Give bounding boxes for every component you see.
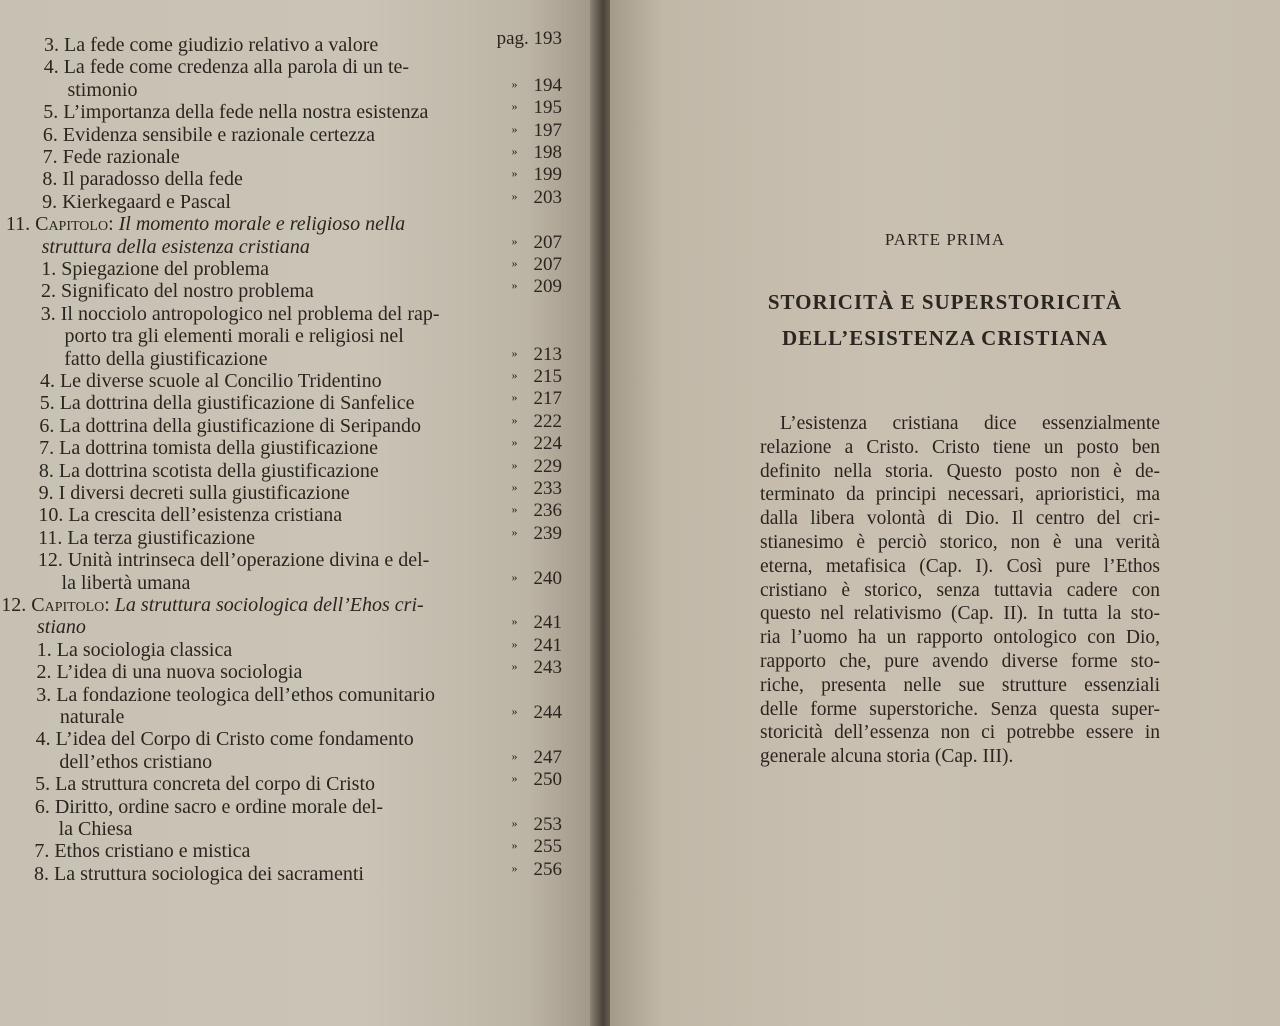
toc-title-text: La fede come giudizio relativo a valore <box>64 34 379 56</box>
toc-page-value: 243 <box>533 657 562 679</box>
toc-number: 7. <box>34 840 55 863</box>
toc-page-number <box>512 252 563 276</box>
toc-chapter-word: Capitolo: <box>35 213 119 236</box>
toc-title-text: Kierkegaard e Pascal <box>62 190 231 213</box>
toc-title-text: La dottrina della giustificazione di Seripando <box>59 414 421 437</box>
toc-chapter-line <box>6 213 405 235</box>
toc-title-text: struttura della esistenza cristiana <box>41 235 310 258</box>
toc-page-value: 213 <box>533 343 562 365</box>
toc-entry-line <box>38 549 430 571</box>
paragraph-line: dalla libera volontà di Dio. Il centro del cri- <box>760 508 1160 530</box>
toc-number: 9. <box>42 190 63 213</box>
toc-page-value: 239 <box>533 522 562 544</box>
toc-title-text: L’idea di una nuova sociologia <box>56 661 303 684</box>
part-title-line-2: DELL’ESISTENZA CRISTIANA <box>781 326 1109 350</box>
toc-title-text: Spiegazione del problema <box>61 258 270 280</box>
ditto-mark: » <box>511 121 518 136</box>
toc-title-text: La fondazione teologica dell’ethos comunitario <box>56 683 435 706</box>
toc-page-number <box>512 812 563 836</box>
toc-chapter-line <box>37 616 86 638</box>
toc-entry-line <box>43 124 375 146</box>
toc-entry-line <box>36 684 435 706</box>
toc-entry-line <box>39 415 421 437</box>
toc-page-number <box>512 521 563 545</box>
toc-number: 10. <box>38 504 69 527</box>
toc-number: 8. <box>34 862 55 885</box>
toc-page-number <box>512 745 563 769</box>
toc-number: 8. <box>42 168 63 191</box>
ditto-mark: » <box>511 390 518 405</box>
toc-page-number <box>512 476 563 500</box>
toc-page-value: 247 <box>533 746 562 768</box>
toc-page-value: 244 <box>533 702 562 723</box>
toc-title-text: porto tra gli elementi morali e religiosi nel <box>64 325 404 348</box>
toc-page-value: 233 <box>533 478 562 499</box>
toc-page-number <box>512 454 563 478</box>
toc-entry-line <box>43 101 428 123</box>
toc-entry-line <box>39 437 378 459</box>
ditto-mark: » <box>511 748 518 763</box>
toc-page-number <box>512 274 563 298</box>
ditto-mark: » <box>511 524 518 539</box>
toc-title-text: Significato del nostro problema <box>61 280 314 303</box>
toc-page-value: 199 <box>533 164 562 186</box>
toc-page-value: 215 <box>533 366 562 387</box>
paragraph-line: storicità dell’essenza non ci potrebbe essere in <box>760 722 1160 744</box>
toc-entry-line <box>41 280 314 302</box>
toc-page-value: 236 <box>533 500 562 522</box>
paragraph-line: eterna, metafisica (Cap. I). Così pure l’Ethos <box>760 555 1160 577</box>
toc-title-text: Unità intrinseca dell’operazione divina e del- <box>67 549 430 572</box>
toc-entry-line <box>65 325 404 347</box>
toc-number: 4. <box>43 56 64 79</box>
toc-number: 12. <box>1 594 32 616</box>
toc-title-text: la Chiesa <box>58 818 133 840</box>
toc-number: 3. <box>40 302 61 325</box>
toc-title-text: La dottrina tomista della giustificazione <box>59 437 378 460</box>
toc-number: 6. <box>34 795 55 818</box>
toc-title-text: La fede come credenza alla parola di un te- <box>63 56 410 79</box>
toc-title-text: Il paradosso della fede <box>62 168 243 191</box>
toc-title-text: La terza giustificazione <box>67 526 256 549</box>
toc-number: 8. <box>38 459 59 482</box>
toc-entry-line <box>36 728 414 750</box>
toc-entry-line <box>42 168 242 190</box>
ditto-mark: » <box>511 860 518 875</box>
ditto-mark: » <box>511 502 518 517</box>
toc-entry-line <box>41 258 269 280</box>
toc-page-value: 207 <box>533 231 562 253</box>
toc-title-text: stimonio <box>67 78 138 101</box>
toc-page-value: 229 <box>533 455 562 477</box>
toc-chapter-line <box>1 594 423 616</box>
toc-entry-line <box>62 572 191 594</box>
toc-entry-line <box>44 56 409 78</box>
toc-page-value: 250 <box>533 769 562 791</box>
toc-entry-line <box>35 796 383 818</box>
toc-page-number <box>497 28 562 50</box>
toc-page-value: 240 <box>533 567 562 589</box>
toc-number: 4. <box>39 370 60 392</box>
part-label: PARTE PRIMA <box>884 230 1006 249</box>
ditto-mark: » <box>511 771 518 786</box>
toc-title-text: Ethos cristiano e mistica <box>54 840 251 863</box>
toc-page-number <box>512 767 563 791</box>
paragraph-line: rapporto che, pure avendo diverse forme sto- <box>760 650 1160 672</box>
toc-page-value: 255 <box>533 836 562 858</box>
toc-number: 2. <box>36 661 57 684</box>
toc-entry-line <box>39 482 350 504</box>
toc-title-text: Evidenza sensibile e razionale certezza <box>62 123 375 146</box>
toc-page-number <box>512 655 563 679</box>
right-page <box>610 0 1280 1026</box>
toc-page-value: 241 <box>533 612 562 634</box>
toc-number: 12. <box>37 549 68 572</box>
ditto-mark: » <box>511 704 518 718</box>
ditto-mark: » <box>511 278 518 293</box>
toc-number: 3. <box>36 683 57 706</box>
paragraph-line: definito nella storia. Questo posto non è de- <box>760 460 1160 482</box>
toc-page-value: 217 <box>533 388 562 410</box>
toc-page-number <box>512 409 563 433</box>
ditto-mark: » <box>511 412 518 427</box>
toc-page-number <box>512 610 563 634</box>
ditto-mark: » <box>511 166 518 181</box>
toc-number: 5. <box>35 773 56 796</box>
toc-title-text: L’importanza della fede nella nostra esistenza <box>63 101 429 124</box>
toc-page-value: pag. 193 <box>496 28 562 49</box>
toc-page-value: 224 <box>533 433 562 455</box>
toc-title-text: La sociologia classica <box>56 638 233 661</box>
toc-page-value: 194 <box>533 74 562 96</box>
ditto-mark: » <box>511 457 518 472</box>
toc-entry-line <box>40 392 415 414</box>
toc-page-value: 197 <box>533 119 562 141</box>
toc-page-number <box>512 857 563 881</box>
toc-number: 11. <box>38 526 68 549</box>
toc-page-number <box>512 118 563 142</box>
toc-number: 7. <box>39 437 60 460</box>
toc-title-text: Il momento morale e religioso nella <box>118 213 406 236</box>
toc-entry-line <box>41 303 440 325</box>
toc-title-text: Il nocciolo antropologico nel problema del rap- <box>60 302 440 325</box>
toc-page-number <box>512 73 563 97</box>
toc-entry-line <box>34 863 364 885</box>
ditto-mark: » <box>511 569 518 584</box>
toc-page-number <box>512 633 563 657</box>
toc-chapter-line <box>42 236 310 258</box>
toc-page-value: 198 <box>533 142 562 163</box>
toc-page-number <box>512 342 563 366</box>
toc-number: 3. <box>44 34 64 56</box>
toc-page-value: 209 <box>533 276 562 298</box>
paragraph-line: delle forme superstoriche. Senza questa super- <box>760 698 1160 720</box>
toc-title-text: la libertà umana <box>61 571 191 594</box>
toc-page-value: 222 <box>533 410 562 432</box>
ditto-mark: » <box>511 659 518 674</box>
ditto-mark: » <box>511 233 518 248</box>
toc-title-text: La dottrina scotista della giustificazione <box>58 459 379 482</box>
toc-page-value: 203 <box>533 186 562 208</box>
toc-page-value: 241 <box>533 634 562 656</box>
toc-entry-line <box>36 661 302 683</box>
toc-number: 1. <box>36 638 57 661</box>
ditto-mark: » <box>511 614 518 629</box>
ditto-mark: » <box>511 816 518 830</box>
ditto-mark: » <box>511 636 518 651</box>
toc-title-text: La dottrina della giustificazione di Sanfelice <box>59 392 415 415</box>
toc-page-number <box>512 498 563 522</box>
toc-number: 4. <box>35 728 56 751</box>
paragraph-line: ria l’uomo ha un rapporto ontologico con Dio, <box>760 627 1160 649</box>
toc-entry-line <box>38 504 342 526</box>
toc-number: 11. <box>5 213 36 236</box>
toc-entry-line <box>35 773 375 795</box>
ditto-mark: » <box>511 99 518 114</box>
ditto-mark: » <box>511 480 518 494</box>
paragraph-line: L’esistenza cristiana dice essenzialmente <box>780 413 1160 434</box>
toc-page-number <box>512 364 563 388</box>
toc-entry-line <box>34 840 250 862</box>
left-page <box>0 0 600 1026</box>
paragraph-line: riche, presenta nelle sue strutture essenziali <box>760 674 1160 696</box>
toc-number: 5. <box>43 101 64 124</box>
toc-page-number <box>512 386 563 410</box>
toc-chapter-word: Capitolo: <box>31 594 115 616</box>
toc-title-text: L’idea del Corpo di Cristo come fondamento <box>55 728 414 751</box>
toc-entry-line <box>67 79 137 101</box>
toc-title-text: La struttura sociologica dei sacramenti <box>54 862 364 885</box>
toc-entry-line <box>42 191 231 213</box>
paragraph-line: relazione a Cristo. Cristo tiene un posto ben <box>760 436 1160 458</box>
toc-number: 7. <box>42 146 63 168</box>
ditto-mark: » <box>511 345 518 360</box>
toc-entry-line <box>64 348 267 370</box>
paragraph-line: stianesimo è perciò storico, non è una verità <box>760 531 1160 553</box>
toc-entry-line <box>59 751 212 773</box>
toc-page-value: 256 <box>533 858 562 880</box>
ditto-mark: » <box>511 256 518 270</box>
toc-number: 9. <box>38 482 59 504</box>
ditto-mark: » <box>511 435 518 450</box>
toc-title-text: Le diverse scuole al Concilio Tridentino <box>59 370 382 392</box>
toc-title-text: naturale <box>59 706 125 728</box>
paragraph-line: cristiano è storico, senza tuttavia cadere con <box>760 579 1160 601</box>
toc-title-text: I diversi decreti sulla giustificazione <box>58 482 350 504</box>
toc-number: 5. <box>39 392 60 415</box>
toc-page-number <box>512 700 563 724</box>
toc-page-number <box>512 95 563 119</box>
intro-paragraph <box>760 412 1160 769</box>
ditto-mark: » <box>511 188 518 203</box>
toc-page-number <box>512 162 563 186</box>
paragraph-line: questo nel relativismo (Cap. II). In tutta la sto- <box>760 603 1160 625</box>
toc-entry-line <box>40 370 382 392</box>
toc-page-number <box>512 834 563 858</box>
paragraph-line: terminato da principi necessari, aprioristici, ma <box>760 484 1160 506</box>
toc-entry-line <box>37 639 233 661</box>
ditto-mark: » <box>511 838 518 853</box>
toc-title-text: Diritto, ordine sacro e ordine morale del- <box>54 795 384 818</box>
toc-number: 6. <box>39 414 60 437</box>
toc-title-text: fatto della giustificazione <box>64 347 268 370</box>
toc-page-number <box>512 431 563 455</box>
toc-page-number <box>512 140 563 164</box>
toc-entry-line <box>38 527 255 549</box>
toc-page-value: 207 <box>533 254 562 275</box>
toc-title-text: dell’ethos cristiano <box>59 750 213 773</box>
paragraph-line: generale alcuna storia (Cap. III). <box>760 746 1014 768</box>
toc-entry-line <box>59 818 133 840</box>
toc-page-value: 195 <box>533 97 562 119</box>
toc-page-number <box>512 185 563 209</box>
ditto-mark: » <box>511 76 518 91</box>
toc-entry-line <box>44 34 378 56</box>
toc-title-text: La struttura sociologica dell’Ehos cri- <box>114 594 424 616</box>
toc-number: 6. <box>42 123 63 146</box>
toc-page-number <box>512 566 563 590</box>
toc-entry-line <box>39 460 379 482</box>
toc-number: 1. <box>41 258 62 280</box>
ditto-mark: » <box>511 368 518 382</box>
toc-title-text: La crescita dell’esistenza cristiana <box>68 504 343 527</box>
toc-entry-line <box>43 146 180 168</box>
toc-page-number <box>512 230 563 254</box>
toc-title-text: La struttura concreta del corpo di Cristo <box>55 773 376 796</box>
part-title-line-1: STORICITÀ E SUPERSTORICITÀ <box>767 290 1123 314</box>
toc-title-text: stiano <box>37 616 86 639</box>
toc-page-value: 253 <box>533 814 562 835</box>
toc-number: 2. <box>41 280 62 303</box>
ditto-mark: » <box>511 144 518 158</box>
toc-entry-line <box>60 706 124 728</box>
toc-title-text: Fede razionale <box>62 146 180 168</box>
